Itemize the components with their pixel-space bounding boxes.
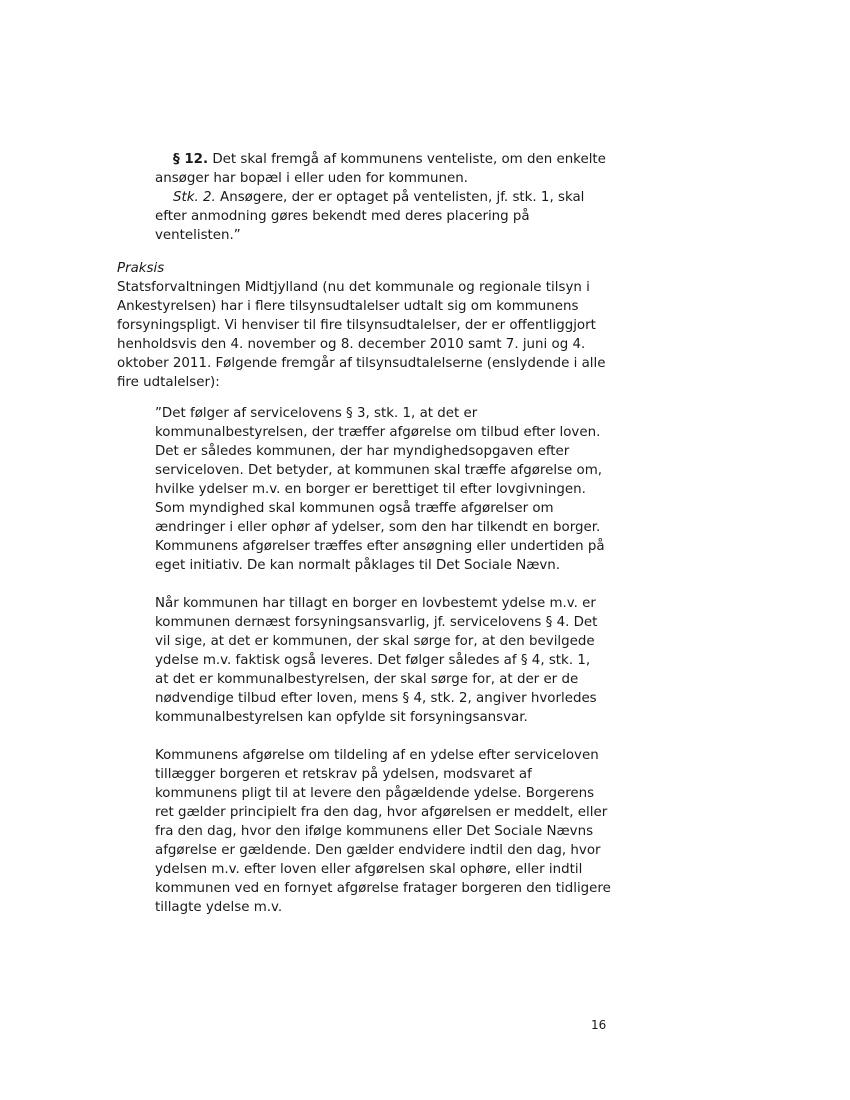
citat-line: tillagte ydelse m.v.: [155, 900, 283, 915]
citat-line: ydelse m.v. faktisk også leveres. Det følger således af § 4, stk. 1,: [155, 653, 591, 668]
citat-line: kommunen dernæst forsyningsansvarlig, jf. servicelovens § 4. Det: [155, 615, 598, 630]
citat-line: ændringer i eller ophør af ydelser, som den har tilkendt en borger.: [155, 520, 601, 535]
citat-line: Kommunens afgørelse om tildeling af en ydelse efter serviceloven: [155, 748, 599, 763]
section-12-line-4: efter anmodning gøres bekendt med deres placering på: [155, 209, 530, 224]
citat-line: ydelsen m.v. efter loven eller afgørelsen skal ophøre, eller indtil: [155, 862, 583, 877]
praksis-line: forsyningspligt. Vi henviser til fire tilsynsudtalelser, der er offentliggjort: [117, 318, 596, 333]
section-12-quote: [155, 150, 606, 245]
section-12-label: § 12.: [173, 152, 209, 167]
citat-line: nødvendige tilbud efter loven, mens § 4, stk. 2, angiver hvorledes: [155, 691, 597, 706]
citat-line: afgørelse er gældende. Den gælder endvidere indtil den dag, hvor: [155, 843, 601, 858]
citat-line: vil sige, at det er kommunen, der skal sørge for, at den bevilgede: [155, 634, 595, 649]
section-12-line-3: [155, 188, 606, 207]
citat-line: Når kommunen har tillagt en borger en lovbestemt ydelse m.v. er: [155, 596, 596, 611]
citat-line: kommunen ved en fornyet afgørelse fratager borgeren den tidligere: [155, 881, 611, 896]
citat-line: hvilke ydelser m.v. en borger er berettiget til efter lovgivningen.: [155, 482, 586, 497]
praksis-line: Statsforvaltningen Midtjylland (nu det kommunale og regionale tilsyn i: [117, 280, 590, 295]
citat-paragraph-1: [155, 404, 611, 575]
page-number: 16: [591, 1018, 607, 1032]
section-12-line-1: [155, 150, 606, 169]
praksis-line: henholdsvis den 4. november og 8. december 2010 samt 7. juni og 4.: [117, 337, 586, 352]
praksis-heading: Praksis: [117, 261, 165, 276]
citat-line: kommunens pligt til at levere den pågældende ydelse. Borgerens: [155, 786, 595, 801]
citat-line: ret gælder principielt fra den dag, hvor afgørelsen er meddelt, eller: [155, 805, 608, 820]
citat-line: ”Det følger af servicelovens § 3, stk. 1, at det er: [155, 406, 478, 421]
citat-line: kommunalbestyrelsen, der træffer afgørelse om tilbud efter loven.: [155, 425, 601, 440]
section-12-line-2: ansøger har bopæl i eller uden for kommunen.: [155, 171, 468, 186]
stk-2-line-1-text: Ansøgere, der er optaget på ventelisten, jf. stk. 1, skal: [215, 190, 585, 205]
citat-line: tillægger borgeren et retskrav på ydelsen, modsvaret af: [155, 767, 532, 782]
stk-2-label: Stk. 2.: [173, 190, 216, 205]
citat-line: at det er kommunalbestyrelsen, der skal sørge for, at der er de: [155, 672, 579, 687]
citat-line: kommunalbestyrelsen kan opfylde sit forsyningsansvar.: [155, 710, 528, 725]
citat-line: Det er således kommunen, der har myndighedsopgaven efter: [155, 444, 570, 459]
section-12-line-5: ventelisten.”: [155, 228, 241, 243]
praksis-line: oktober 2011. Følgende fremgår af tilsynsudtalelserne (enslydende i alle: [117, 356, 606, 371]
citat-line: fra den dag, hvor den ifølge kommunens eller Det Sociale Nævns: [155, 824, 594, 839]
citat-line: Som myndighed skal kommunen også træffe afgørelser om: [155, 501, 554, 516]
citat-block: [155, 404, 611, 917]
citat-paragraph-3: [155, 746, 611, 917]
citat-paragraph-2: [155, 594, 611, 727]
citat-line: serviceloven. Det betyder, at kommunen skal træffe afgørelse om,: [155, 463, 603, 478]
praksis-line: Ankestyrelsen) har i flere tilsynsudtalelser udtalt sig om kommunens: [117, 299, 579, 314]
praksis-section: [117, 259, 605, 392]
citat-line: Kommunens afgørelser træffes efter ansøgning eller undertiden på: [155, 539, 605, 554]
section-12-line-1-text: Det skal fremgå af kommunens venteliste, om den enkelte: [208, 152, 606, 167]
citat-line: eget initiativ. De kan normalt påklages til Det Sociale Nævn.: [155, 558, 561, 573]
praksis-line: fire udtalelser):: [117, 375, 220, 390]
